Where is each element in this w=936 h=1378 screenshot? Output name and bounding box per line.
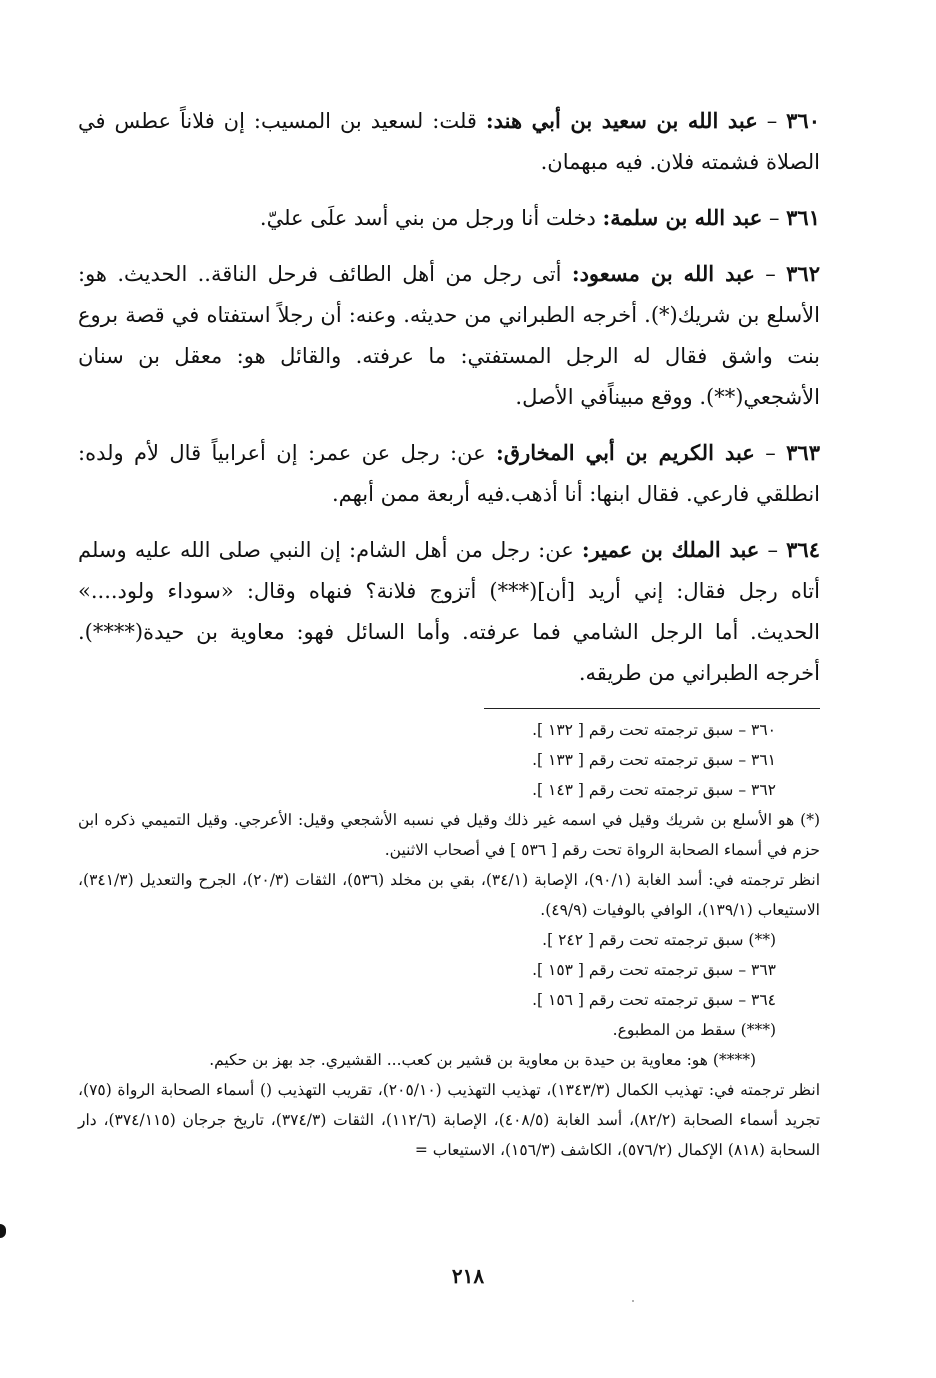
footnote: ٣٦٤ – سبق ترجمته تحت رقم [ ١٥٦ ]. <box>532 991 776 1009</box>
footnote: ٣٦١ – سبق ترجمته تحت رقم [ ١٣٣ ]. <box>532 751 776 769</box>
scan-speck <box>632 1300 634 1302</box>
scan-edge-mark <box>0 1224 6 1238</box>
footnote: ٣٦٢ – سبق ترجمته تحت رقم [ ١٤٣ ]. <box>532 781 776 799</box>
footnote: (***) سقط من المطبوع. <box>612 1021 776 1039</box>
entry-363: ٣٦٣ – عبد الكريم بن أبي المخارق: عن: رجل عن عمر: إن أعرابياً قال لأم ولده: انطلقي فارعي. فقال ابنها: أنا أذهب.فيه أربعة ممن أبهم. <box>78 440 820 506</box>
entry-number: ٣٦٤ <box>786 537 820 562</box>
footnote: ٣٦٣ – سبق ترجمته تحت رقم [ ١٥٣ ]. <box>532 961 776 979</box>
footnote: (*) هو الأسلع بن شريك وقيل في اسمه غير ذلك وقيل في نسبه الأشجعي وقيل: الأعرجي. وقيل التميمي ذكره ابن حزم في أسماء الصحابة الرواة تحت رقم [ ٥٣٦ ] في أصحاب الاثنين. <box>78 811 820 859</box>
entry-text: أتى رجل من أهل الطائف فرحل الناقة.. الحديث. هو: الأسلع بن شريك(*). أخرجه الطبراني من حديثه. وعنه: أن رجلاً استفتاه في قصة بروع بنت واشق فقال له الرجل المستفتي: ما عرفته. والقائل هو: معقل بن سنان الأشجعي(**). ووقع مبيناًفي الأصل. <box>78 262 820 409</box>
entry-narrator-name: عبد الكريم بن أبي المخارق: <box>496 440 755 465</box>
entry-number: ٣٦١ <box>786 205 820 230</box>
entry-number: ٣٦٢ <box>786 261 820 286</box>
footnote: انظر ترجمته في: أسد الغابة (٩٠/١)، الإصابة (٣٤/١)، بقي بن مخلد (٥٣٦)، الثقات (٢٠/٣)، الجرح والتعديل (٣٤١/٣)، الاستيعاب (١٣٩/١)، الوافي بالوفيات (٤٩/٩). <box>78 871 821 919</box>
entry-text: عن: رجل عن عمر: إن أعرابياً قال لأم ولده: انطلقي فارعي. فقال ابنها: أنا أذهب.فيه أربعة ممن أبهم. <box>78 441 820 506</box>
entry-text: قلت: لسعيد بن المسيب: إن فلاناً عطس في الصلاة فشمته فلان. فيه مبهمان. <box>78 109 820 174</box>
entry-narrator-name: عبد الله بن سعيد بن أبي هند: <box>485 108 758 133</box>
footnote: (****) هو: معاوية بن حيدة بن معاوية بن قشير بن كعب... القشيري. جد بهز بن حكيم. <box>209 1051 756 1069</box>
entry-360: ٣٦٠ – عبد الله بن سعيد بن أبي هند: قلت: لسعيد بن المسيب: إن فلاناً عطس في الصلاة فشمته فلان. فيه مبهمان. <box>78 108 820 174</box>
footnote: (**) سبق ترجمته تحت رقم [ ٢٤٢ ]. <box>542 931 776 949</box>
footnote-divider <box>484 708 820 709</box>
entry-number: ٣٦٣ <box>786 440 820 465</box>
entry-narrator-name: عبد الله بن سلمة: <box>602 205 763 230</box>
document-page <box>78 100 820 1165</box>
entry-text: عن: رجل من أهل الشام: إن النبي صلى الله عليه وسلم أتاه رجل فقال: إني أريد [أن](***) أتزوج فلانة؟ فنهاه وقال: «سوداء ولود....» الحديث. أما الرجل الشامي فما عرفته. وأما السائل فهو: معاوية بن حيدة(****). أخرجه الطبراني من طريقه. <box>78 538 820 685</box>
entry-number: ٣٦٠ <box>786 108 820 133</box>
entry-361: ٣٦١ – عبد الله بن سلمة: دخلت أنا ورجل من بني أسد علَى عليّ. <box>259 205 820 230</box>
page-number: ٢١٨ <box>451 1264 485 1288</box>
entry-362: ٣٦٢ – عبد الله بن مسعود: أتى رجل من أهل الطائف فرحل الناقة.. الحديث. هو: الأسلع بن شريك(*). أخرجه الطبراني من حديثه. وعنه: أن رجلاً استفتاه في قصة بروع بنت واشق فقال له الرجل المستفتي: ما عرفته. والقائل هو: معقل بن سنان الأشجعي(**). ووقع مبيناًفي الأصل. <box>78 261 820 409</box>
entry-narrator-name: عبد الله بن مسعود: <box>571 261 755 286</box>
footnote: انظر ترجمته في: تهذيب الكمال (١٣٤٣/٣)، تهذيب التهذيب (٢٠٥/١٠)، تقريب التهذيب () أسماء الصحابة الرواة (٧٥)، تجريد أسماء الصحابة (٨٢/٢)، أسد الغابة (٤٠٨/٥)، الإصابة (١١٢/٦)، الثقات (٣٧٤/٣)، تاريخ جرجان (٣٧٤/١١٥)، دار السحابة (٨١٨) الإكمال (٥٧٦/٢)، الكاشف (١٥٦/٣)، الاستيعاب = <box>78 1081 821 1159</box>
footnotes <box>78 715 820 1165</box>
entry-364: ٣٦٤ – عبد الملك بن عمير: عن: رجل من أهل الشام: إن النبي صلى الله عليه وسلم أتاه رجل فقال: إني أريد [أن](***) أتزوج فلانة؟ فنهاه وقال: «سوداء ولود....» الحديث. أما الرجل الشامي فما عرفته. وأما السائل فهو: معاوية بن حيدة(****). أخرجه الطبراني من طريقه. <box>78 537 820 685</box>
entry-narrator-name: عبد الملك بن عمير: <box>581 537 760 562</box>
footnote: ٣٦٠ – سبق ترجمته تحت رقم [ ١٣٢ ]. <box>532 721 776 739</box>
entry-text: دخلت أنا ورجل من بني أسد علَى عليّ. <box>259 206 596 230</box>
